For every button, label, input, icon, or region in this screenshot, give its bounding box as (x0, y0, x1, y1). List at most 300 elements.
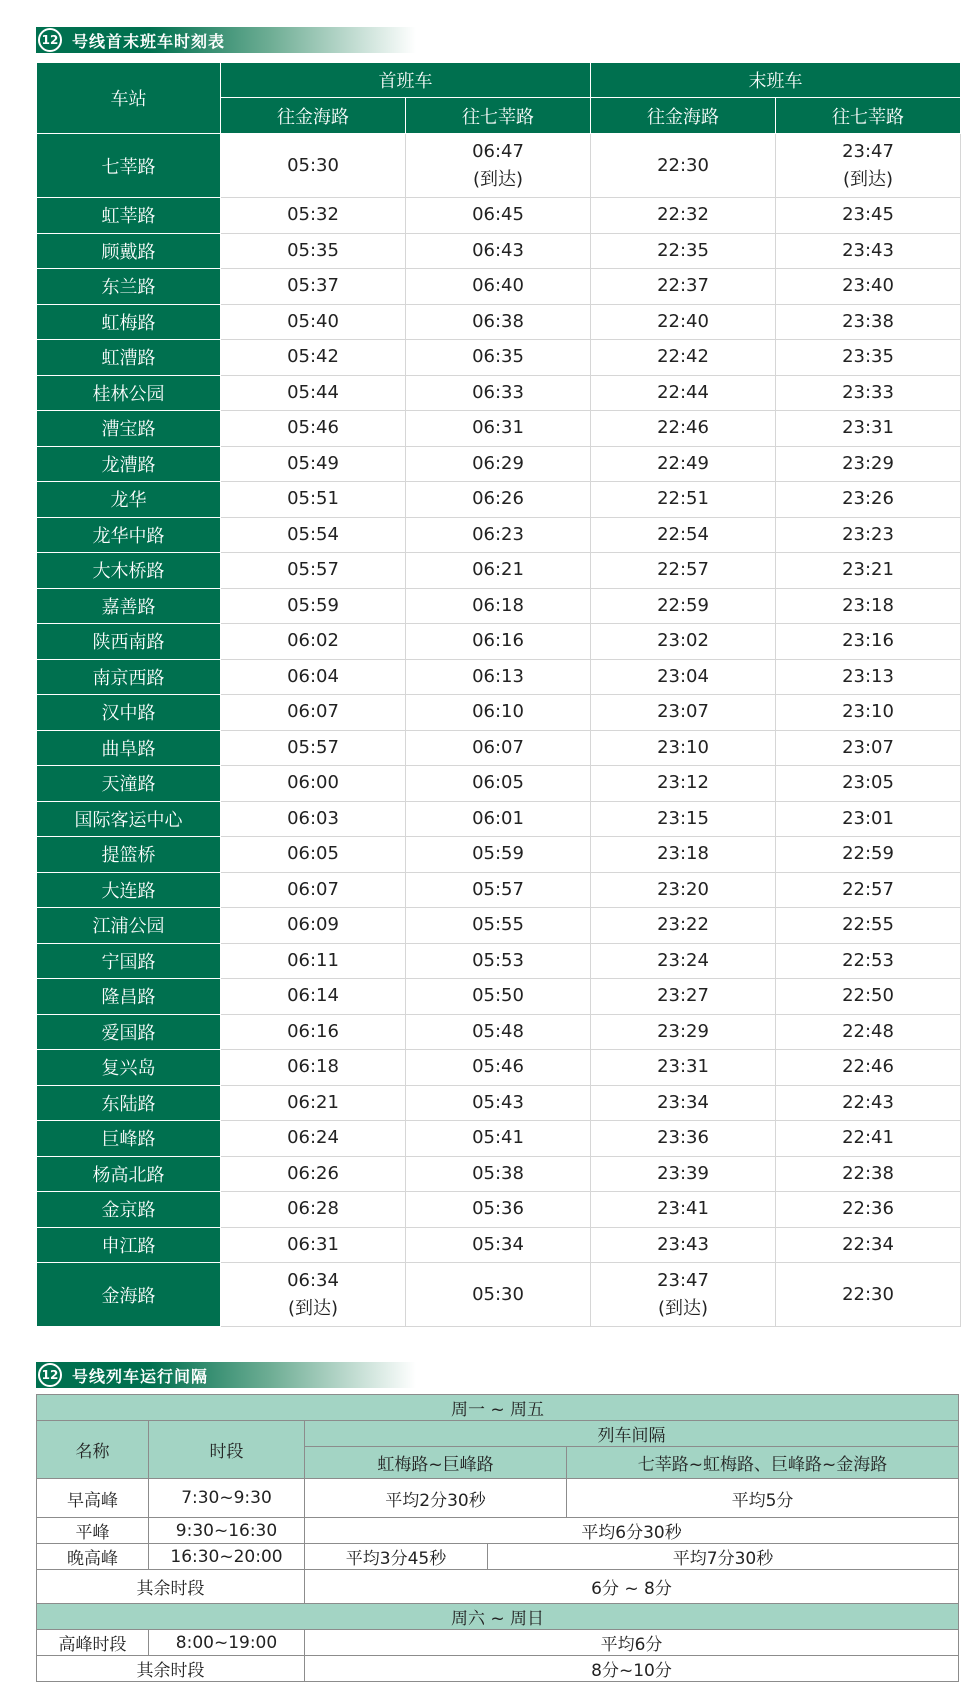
station-name: 金海路 (37, 1263, 221, 1327)
time-cell (591, 553, 776, 589)
time-value: 23:35 (842, 346, 894, 368)
time-cell (776, 908, 961, 944)
time-value: 05:32 (287, 204, 339, 226)
time-value: 23:23 (842, 523, 894, 545)
time-cell (776, 198, 961, 234)
time-cell (776, 1085, 961, 1121)
morning-peak-period: 7:30~9:30 (149, 1479, 305, 1518)
time-value: 22:30 (842, 1283, 894, 1305)
station-name: 金京路 (37, 1192, 221, 1228)
evening-peak-a: 平均3分45秒 (305, 1544, 488, 1570)
time-value: 06:16 (472, 630, 524, 652)
time-cell (591, 1263, 776, 1327)
arrival-note: (到达) (287, 1297, 339, 1319)
time-value: 22:43 (842, 1091, 894, 1113)
time-cell (221, 837, 406, 873)
time-cell (591, 134, 776, 198)
time-value: 05:54 (287, 523, 339, 545)
time-cell (221, 375, 406, 411)
time-cell (221, 659, 406, 695)
time-cell (776, 482, 961, 518)
time-value: 05:30 (472, 1283, 524, 1305)
time-value: 22:48 (842, 1020, 894, 1042)
time-cell (776, 269, 961, 305)
time-value: 05:38 (472, 1162, 524, 1184)
time-cell (221, 340, 406, 376)
station-name: 顾戴路 (37, 233, 221, 269)
offpeak-value: 平均6分30秒 (305, 1518, 959, 1544)
time-value: 06:10 (472, 701, 524, 723)
station-name: 大连路 (37, 872, 221, 908)
time-cell (776, 659, 961, 695)
time-cell (776, 730, 961, 766)
time-cell (776, 1156, 961, 1192)
interval-section-title (36, 1362, 416, 1388)
first-dir-qixin-header: 往七莘路 (406, 98, 591, 134)
time-value: 05:55 (472, 914, 524, 936)
time-cell (406, 872, 591, 908)
time-value: 06:35 (472, 346, 524, 368)
time-cell (591, 659, 776, 695)
time-cell (406, 943, 591, 979)
timetable-section-title (36, 27, 416, 53)
station-name: 龙漕路 (37, 446, 221, 482)
time-value: 23:36 (657, 1127, 709, 1149)
station-name: 提篮桥 (37, 837, 221, 873)
time-value: 23:07 (842, 736, 894, 758)
time-cell (406, 1263, 591, 1327)
station-name: 爱国路 (37, 1014, 221, 1050)
time-cell (406, 730, 591, 766)
time-cell (591, 979, 776, 1015)
last-dir-qixin-header: 往七莘路 (776, 98, 961, 134)
time-cell (221, 482, 406, 518)
arrival-note: (到达) (472, 168, 524, 190)
time-value: 05:57 (472, 878, 524, 900)
time-value: 22:36 (842, 1198, 894, 1220)
time-cell (406, 837, 591, 873)
time-value: 05:37 (287, 275, 339, 297)
table-row (37, 134, 961, 198)
time-value: 23:39 (657, 1162, 709, 1184)
time-cell (406, 1050, 591, 1086)
time-cell (406, 1192, 591, 1228)
time-value: 06:13 (472, 665, 524, 687)
section-title-text: 号线首末班车时刻表 (72, 31, 226, 51)
time-value: 05:36 (472, 1198, 524, 1220)
table-row (37, 908, 961, 944)
time-value: 23:12 (657, 772, 709, 794)
time-value: 22:46 (842, 1056, 894, 1078)
time-cell (221, 801, 406, 837)
time-cell (221, 1156, 406, 1192)
time-cell (591, 1156, 776, 1192)
time-cell (406, 340, 591, 376)
time-value: 05:30 (287, 154, 339, 176)
time-value: 22:59 (842, 843, 894, 865)
time-cell (221, 872, 406, 908)
time-value: 06:07 (472, 736, 524, 758)
time-value: 06:45 (472, 204, 524, 226)
time-cell (406, 134, 591, 198)
table-row (37, 269, 961, 305)
time-cell (591, 1121, 776, 1157)
weekend-peak-value: 平均6分 (305, 1630, 959, 1656)
station-name: 杨高北路 (37, 1156, 221, 1192)
time-cell (776, 801, 961, 837)
table-row (37, 979, 961, 1015)
time-cell (591, 872, 776, 908)
morning-peak-name: 早高峰 (37, 1479, 149, 1518)
time-value: 05:57 (287, 559, 339, 581)
time-cell (221, 304, 406, 340)
time-cell (776, 979, 961, 1015)
time-value: 06:21 (287, 1091, 339, 1113)
last-train-header: 末班车 (591, 63, 961, 98)
time-value: 23:15 (657, 807, 709, 829)
time-value: 06:24 (287, 1127, 339, 1149)
line-badge: 12 (38, 1363, 62, 1387)
table-row (37, 1050, 961, 1086)
time-cell (406, 517, 591, 553)
time-value: 23:45 (842, 204, 894, 226)
time-cell (406, 446, 591, 482)
time-cell (776, 624, 961, 660)
time-cell (221, 1014, 406, 1050)
time-cell (591, 695, 776, 731)
time-cell (776, 411, 961, 447)
time-value: 06:00 (287, 772, 339, 794)
time-cell (221, 730, 406, 766)
time-value: 05:44 (287, 381, 339, 403)
time-value: 22:57 (842, 878, 894, 900)
time-cell (406, 588, 591, 624)
station-name: 虹莘路 (37, 198, 221, 234)
time-cell (591, 375, 776, 411)
morning-peak-b: 平均5分 (567, 1479, 959, 1518)
time-value: 22:32 (657, 204, 709, 226)
table-row (37, 482, 961, 518)
time-cell (221, 411, 406, 447)
other-period-name: 其余时段 (37, 1570, 305, 1604)
offpeak-period: 9:30~16:30 (149, 1518, 305, 1544)
time-value: 23:27 (657, 985, 709, 1007)
time-cell (221, 1050, 406, 1086)
time-cell (776, 340, 961, 376)
time-cell (221, 1085, 406, 1121)
time-value: 06:18 (472, 594, 524, 616)
time-cell (406, 695, 591, 731)
time-cell (406, 269, 591, 305)
time-cell (406, 198, 591, 234)
table-row (37, 1263, 961, 1327)
time-cell (591, 624, 776, 660)
time-cell (776, 375, 961, 411)
time-value: 05:46 (472, 1056, 524, 1078)
table-row (37, 872, 961, 908)
table-row (37, 1121, 961, 1157)
time-cell (591, 1085, 776, 1121)
table-row (37, 375, 961, 411)
time-value: 06:28 (287, 1198, 339, 1220)
weekend-header: 周六 ~ 周日 (37, 1604, 959, 1630)
time-cell (406, 1014, 591, 1050)
time-value: 22:55 (842, 914, 894, 936)
time-value: 06:09 (287, 914, 339, 936)
time-cell (591, 304, 776, 340)
line-badge: 12 (38, 28, 62, 52)
other-period-value: 6分 ~ 8分 (305, 1570, 959, 1604)
time-cell (406, 801, 591, 837)
time-value: 22:30 (657, 154, 709, 176)
time-cell (776, 233, 961, 269)
time-cell (776, 553, 961, 589)
station-name: 申江路 (37, 1227, 221, 1263)
time-value: 23:05 (842, 772, 894, 794)
first-last-train-table (36, 62, 961, 1327)
station-name: 江浦公园 (37, 908, 221, 944)
station-name: 桂林公园 (37, 375, 221, 411)
time-cell (591, 730, 776, 766)
time-cell (406, 411, 591, 447)
time-cell (776, 695, 961, 731)
time-cell (406, 482, 591, 518)
time-value: 23:31 (842, 417, 894, 439)
time-value: 23:41 (657, 1198, 709, 1220)
time-value: 23:43 (657, 1233, 709, 1255)
station-name: 龙华 (37, 482, 221, 518)
time-value: 05:46 (287, 417, 339, 439)
table-row (37, 553, 961, 589)
time-cell (776, 1014, 961, 1050)
time-value: 23:38 (842, 310, 894, 332)
time-cell (591, 233, 776, 269)
evening-peak-period: 16:30~20:00 (149, 1544, 305, 1570)
time-value: 22:49 (657, 452, 709, 474)
time-value: 22:44 (657, 381, 709, 403)
time-cell (221, 624, 406, 660)
time-cell (221, 446, 406, 482)
time-value: 23:43 (842, 239, 894, 261)
offpeak-name: 平峰 (37, 1518, 149, 1544)
table-row (37, 198, 961, 234)
time-value: 06:14 (287, 985, 339, 1007)
time-cell (776, 1227, 961, 1263)
station-name: 天潼路 (37, 766, 221, 802)
time-cell (221, 1192, 406, 1228)
station-name: 大木桥路 (37, 553, 221, 589)
station-name: 龙华中路 (37, 517, 221, 553)
last-dir-jinhai-header: 往金海路 (591, 98, 776, 134)
time-cell (406, 659, 591, 695)
station-name: 陕西南路 (37, 624, 221, 660)
time-cell (591, 340, 776, 376)
time-value: 05:40 (287, 310, 339, 332)
table-row (37, 1227, 961, 1263)
time-cell (406, 553, 591, 589)
time-cell (406, 1156, 591, 1192)
time-value: 23:18 (842, 594, 894, 616)
time-value: 06:01 (472, 807, 524, 829)
time-cell (221, 198, 406, 234)
time-value: 23:47 (657, 1269, 709, 1291)
time-value: 06:07 (287, 878, 339, 900)
time-cell (591, 1227, 776, 1263)
station-name: 虹梅路 (37, 304, 221, 340)
time-value: 06:05 (287, 843, 339, 865)
time-cell (776, 943, 961, 979)
station-name: 七莘路 (37, 134, 221, 198)
time-value: 05:59 (472, 843, 524, 865)
time-value: 06:07 (287, 701, 339, 723)
time-value: 05:41 (472, 1127, 524, 1149)
station-name: 曲阜路 (37, 730, 221, 766)
time-cell (776, 837, 961, 873)
table-row (37, 1192, 961, 1228)
time-cell (591, 908, 776, 944)
time-cell (591, 198, 776, 234)
time-cell (221, 1263, 406, 1327)
time-cell (406, 233, 591, 269)
time-value: 23:26 (842, 488, 894, 510)
station-name: 隆昌路 (37, 979, 221, 1015)
time-value: 06:03 (287, 807, 339, 829)
time-cell (591, 766, 776, 802)
table-row (37, 624, 961, 660)
time-cell (591, 588, 776, 624)
interval-header: 列车间隔 (305, 1421, 959, 1447)
time-cell (406, 375, 591, 411)
time-value: 23:29 (842, 452, 894, 474)
time-value: 23:04 (657, 665, 709, 687)
weekend-peak-name: 高峰时段 (37, 1630, 149, 1656)
time-value: 05:53 (472, 949, 524, 971)
time-cell (406, 908, 591, 944)
time-value: 23:18 (657, 843, 709, 865)
time-cell (221, 695, 406, 731)
table-row (37, 801, 961, 837)
time-value: 06:34 (287, 1269, 339, 1291)
station-name: 巨峰路 (37, 1121, 221, 1157)
time-cell (591, 482, 776, 518)
table-row (37, 1156, 961, 1192)
time-value: 22:51 (657, 488, 709, 510)
time-cell (221, 766, 406, 802)
time-cell (776, 766, 961, 802)
time-cell (776, 1050, 961, 1086)
table-row (37, 588, 961, 624)
time-value: 23:29 (657, 1020, 709, 1042)
time-value: 06:43 (472, 239, 524, 261)
time-value: 06:33 (472, 381, 524, 403)
arrival-note: (到达) (842, 168, 894, 190)
time-cell (406, 1121, 591, 1157)
table-row (37, 517, 961, 553)
section-title-text: 号线列车运行间隔 (72, 1366, 209, 1386)
time-value: 22:50 (842, 985, 894, 1007)
station-name: 漕宝路 (37, 411, 221, 447)
time-value: 22:57 (657, 559, 709, 581)
time-value: 05:48 (472, 1020, 524, 1042)
arrival-note: (到达) (657, 1297, 709, 1319)
time-value: 06:31 (287, 1233, 339, 1255)
time-cell (776, 134, 961, 198)
table-row (37, 766, 961, 802)
table-row (37, 695, 961, 731)
table-row (37, 943, 961, 979)
weekday-header: 周一 ~ 周五 (37, 1395, 959, 1421)
time-value: 23:20 (657, 878, 709, 900)
time-cell (221, 1121, 406, 1157)
time-value: 23:07 (657, 701, 709, 723)
time-value: 06:29 (472, 452, 524, 474)
time-cell (591, 801, 776, 837)
time-cell (591, 446, 776, 482)
time-value: 06:26 (472, 488, 524, 510)
time-value: 23:40 (842, 275, 894, 297)
time-value: 22:38 (842, 1162, 894, 1184)
time-cell (221, 588, 406, 624)
morning-peak-a: 平均2分30秒 (305, 1479, 567, 1518)
time-value: 05:51 (287, 488, 339, 510)
time-value: 22:42 (657, 346, 709, 368)
period-header: 时段 (149, 1421, 305, 1479)
time-cell (776, 1192, 961, 1228)
table-row (37, 411, 961, 447)
time-value: 23:31 (657, 1056, 709, 1078)
weekend-peak-period: 8:00~19:00 (149, 1630, 305, 1656)
station-name: 复兴岛 (37, 1050, 221, 1086)
table-row (37, 233, 961, 269)
time-value: 06:23 (472, 523, 524, 545)
weekend-other-value: 8分~10分 (305, 1656, 959, 1682)
time-value: 06:02 (287, 630, 339, 652)
station-name: 国际客运中心 (37, 801, 221, 837)
station-name: 南京西路 (37, 659, 221, 695)
time-value: 22:40 (657, 310, 709, 332)
time-cell (406, 766, 591, 802)
time-value: 06:21 (472, 559, 524, 581)
table-row (37, 340, 961, 376)
segment-a-header: 虹梅路~巨峰路 (305, 1447, 567, 1479)
evening-peak-name: 晚高峰 (37, 1544, 149, 1570)
time-cell (221, 269, 406, 305)
table-row (37, 730, 961, 766)
time-cell (221, 553, 406, 589)
time-value: 23:16 (842, 630, 894, 652)
time-cell (591, 1192, 776, 1228)
time-cell (406, 1085, 591, 1121)
time-cell (221, 233, 406, 269)
time-value: 22:35 (657, 239, 709, 261)
time-value: 23:22 (657, 914, 709, 936)
station-name: 东陆路 (37, 1085, 221, 1121)
time-value: 23:13 (842, 665, 894, 687)
time-cell (406, 304, 591, 340)
table-row (37, 837, 961, 873)
time-cell (776, 1121, 961, 1157)
time-cell (776, 588, 961, 624)
table-row (37, 1014, 961, 1050)
time-value: 23:10 (842, 701, 894, 723)
time-value: 05:59 (287, 594, 339, 616)
table-row (37, 446, 961, 482)
time-cell (776, 446, 961, 482)
time-value: 23:01 (842, 807, 894, 829)
time-cell (406, 624, 591, 660)
table-row (37, 304, 961, 340)
interval-table (36, 1394, 959, 1682)
